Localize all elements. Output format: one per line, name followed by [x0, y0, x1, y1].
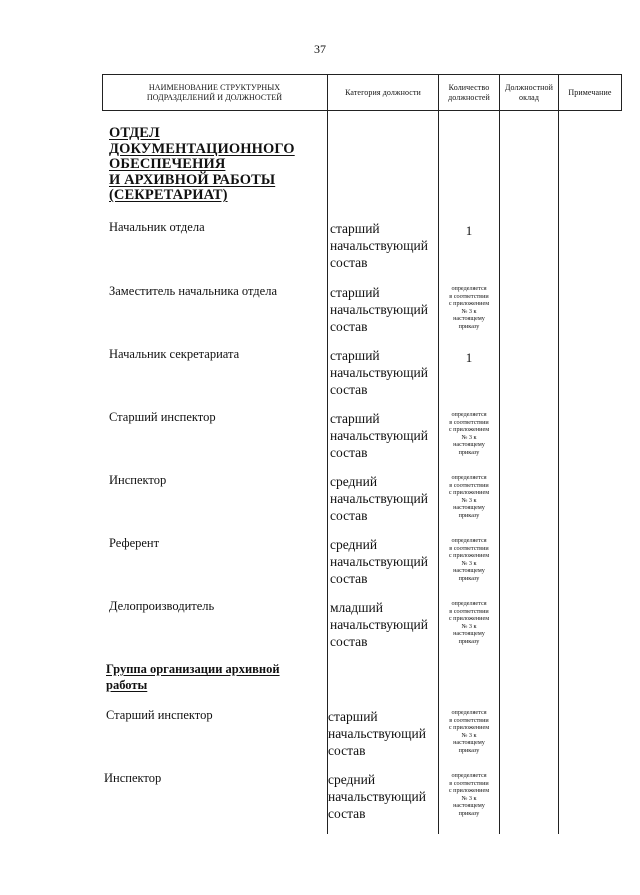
count-note: определяется в соответствии с приложением № 3 к настоящему приказу [448, 600, 490, 645]
table-header-bottom-border [102, 110, 622, 111]
position-name: Старший инспектор [109, 410, 216, 424]
position-category: младший начальствующий состав [330, 600, 428, 649]
position-name: Инспектор [104, 771, 162, 785]
header-structure-name: НАИМЕНОВАНИЕ СТРУКТУРНЫХ ПОДРАЗДЕЛЕНИЙ И ДОЛЖНОСТЕЙ [146, 82, 283, 102]
position-name: Начальник отдела [109, 220, 205, 234]
header-salary: Должностной оклад [504, 82, 554, 102]
header-count: Количество должностей [448, 82, 490, 102]
count-note: определяется в соответствии с приложением № 3 к настоящему приказу [448, 285, 490, 330]
position-category: старший начальствующий состав [330, 348, 428, 397]
column-divider [558, 74, 559, 834]
count-note: определяется в соответствии с приложением № 3 к настоящему приказу [448, 537, 490, 582]
position-category: средний начальствующий состав [330, 537, 428, 586]
count-note: определяется в соответствии с приложением № 3 к настоящему приказу [448, 411, 490, 456]
position-name: Инспектор [109, 473, 167, 487]
position-category: старший начальствующий состав [328, 709, 426, 758]
position-category: старший начальствующий состав [330, 411, 428, 460]
position-name: Начальник секретариата [109, 347, 240, 361]
header-category: Категория должности [345, 87, 421, 97]
count-note: определяется в соответствии с приложением № 3 к настоящему приказу [448, 709, 490, 754]
count-note: определяется в соответствии с приложением № 3 к настоящему приказу [448, 474, 490, 519]
position-category: средний начальствующий состав [328, 772, 426, 821]
position-count: 1 [465, 350, 473, 365]
column-divider [621, 74, 622, 110]
header-note: Примечание [568, 87, 612, 97]
group-title: Группа организации архивной работы [106, 662, 280, 692]
section-title: ОТДЕЛ ДОКУМЕНТАЦИОННОГО ОБЕСПЕЧЕНИЯ И АРХИВНОЙ РАБОТЫ (СЕКРЕТАРИАТ) [109, 125, 295, 203]
count-note: определяется в соответствии с приложением № 3 к настоящему приказу [448, 772, 490, 817]
position-name: Делопроизводитель [109, 599, 215, 613]
position-name: Референт [109, 536, 160, 550]
position-count: 1 [465, 223, 473, 238]
position-category: старший начальствующий состав [330, 285, 428, 334]
position-name: Старший инспектор [106, 708, 213, 722]
page-number: 37 [314, 42, 326, 56]
position-category: средний начальствующий состав [330, 474, 428, 523]
position-name: Заместитель начальника отдела [109, 284, 277, 298]
position-category: старший начальствующий состав [330, 221, 428, 270]
